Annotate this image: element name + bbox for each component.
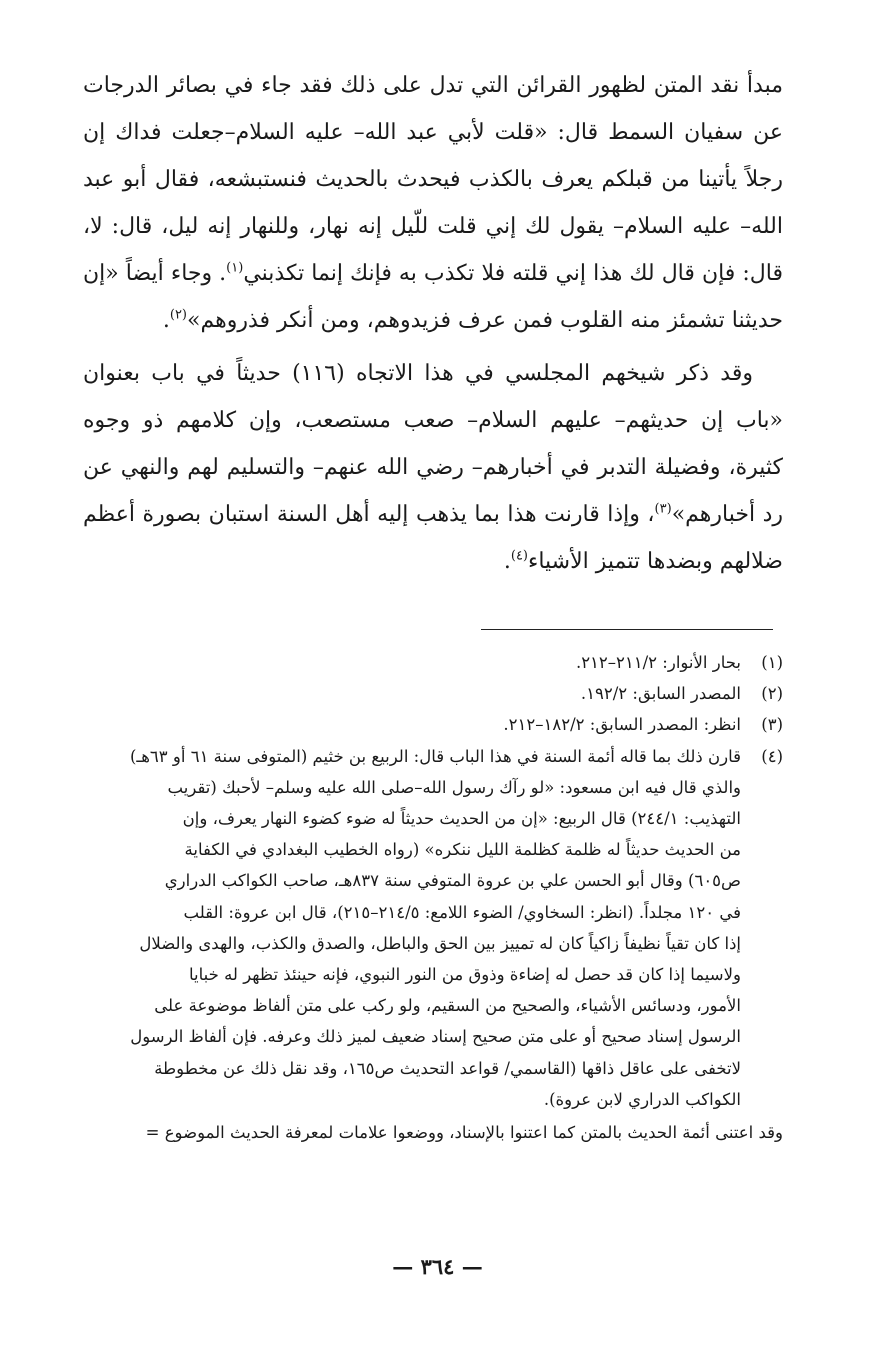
footnote-ref: (٢)	[169, 307, 187, 323]
footnote-line: في ١٢٠ مجلداً. (انظر: السخاوي/ الضوء اللامع: ٢١٤/٥–٢١٥)، قال ابن عروة: القلب	[183, 902, 741, 922]
footnote-continuation	[85, 1117, 783, 1148]
footnote-line: لاتخفى على عاقل ذاقها (القاسمي/ قواعد التحديث ص١٦٥، وقد نقل ذلك عن مخطوطة	[154, 1058, 741, 1078]
paragraph-text: وقد ذكر شيخهم المجلسي في هذا الاتجاه (١١٦) حديثاً في باب بعنوان «باب إن حديثهم– عليهم السلام– صعب مستصعب، وإن كلامهم ذو وجوه كثيرة، وفضيلة التدبر في أخبارهم– رضي الله عنهم– والتسليم لهم والنهي عن رد أخبارهم»	[83, 361, 784, 527]
footnote-line: ص٦٠٥) وقال أبو الحسن علي بن عروة المتوفي سنة ٨٣٧هـ، صاحب الكواكب الدراري	[164, 871, 741, 891]
footnotes	[85, 647, 783, 1148]
footnote-line: ولاسيما إذا كان قد حصل له إضاءة وذوق من النور النبوي، فإنه حينئذ تظهر له خبايا	[189, 965, 741, 985]
footnote-line: الرسول إسناد صحيح أو على متن صحيح إسناد ضعيف لميز ذلك وعرفه. فإن ألفاظ الرسول	[130, 1027, 741, 1047]
paragraph-text: .	[162, 308, 170, 333]
footnote	[85, 709, 783, 740]
footnote-number: (٣)	[761, 715, 783, 735]
paragraph-text: .	[503, 549, 511, 574]
footnote-line: التهذيب: ٢٤٤/١) قال الربيع: «إن من الحديث حديثاً له ضوء كضوء النهار يعرف، وإن	[182, 809, 741, 829]
footnote	[85, 647, 783, 678]
paragraph-text: ، وإذا قارنت هذا بما يذهب إليه أهل السنة استبان بصورة أعظم ضلالهم وبضدها تتميز الأشياء	[83, 502, 783, 574]
paragraph	[83, 62, 783, 344]
footnote-ref: (٤)	[510, 548, 528, 564]
footnote-line: والذي قال فيه ابن مسعود: «لو رآك رسول الله–صلى الله عليه وسلم– لأحبك (تقريب	[167, 777, 741, 797]
paragraph-text: مبدأ نقد المتن لظهور القرائن التي تدل على ذلك فقد جاء في بصائر الدرجات عن سفيان السمط قال: «قلت لأبي عبد الله– عليه السلام–جعلت فداك إن رجلاً يأتينا من قبلكم يعرف بالكذب فيحدث بالحديث فنستبشعه، فقال أبو عبد الله– عليه السلام– يقول لك إني قلت للّيل إنه نهار، وللنهار إنه ليل، قال: لا، قال: فإن قال لك هذا إني قلته فلا تكذب به فإنك إنما تكذبني	[83, 73, 783, 286]
footnote-line: من الحديث حديثاً له ظلمة كظلمة الليل ننكره» (رواه الخطيب البغدادي في الكفاية	[184, 840, 741, 860]
footnote-text	[85, 741, 741, 1115]
paragraph-text: . وجاء أيضاً «إن حديثنا تشمئز منه القلوب فمن عرف فزيدوهم، ومن أنكر فذروهم»	[83, 261, 783, 333]
footnote-line: الأمور، ودسائس الأشياء، والصحيح من السقيم، ولو ركب على متن ألفاظ موضوعة على	[154, 996, 741, 1016]
footnote-number: (٤)	[761, 746, 783, 766]
footnote-number: (١)	[761, 653, 783, 672]
footnote-text: المصدر السابق: ١٩٢/٢.	[580, 684, 741, 704]
footnote	[85, 678, 783, 709]
footnote-text: بحار الأنوار: ٢١١/٢–٢١٢.	[575, 653, 741, 672]
footnote	[85, 741, 783, 1115]
page-number: — ٣٦٤ —	[392, 1254, 483, 1279]
footnote-line: وقد اعتنى أئمة الحديث بالمتن كما اعتنوا بالإسناد، ووضعوا علامات لمعرفة الحديث الموضوع =	[145, 1123, 783, 1143]
footnote-separator	[481, 629, 773, 630]
footnote-text: انظر: المصدر السابق: ١٨٢/٢–٢١٢.	[503, 715, 741, 735]
footnote-line: إذا كان تقياً نظيفاً زاكياً كان له تمييز بين الحق والباطل، والصدق والكذب، والهدى والضلال	[139, 933, 741, 953]
footnote-ref: (٣)	[654, 501, 672, 517]
footnote-ref: (١)	[226, 260, 244, 276]
paragraph	[83, 350, 783, 585]
footnote-line: الكواكب الدراري لابن عروة).	[543, 1089, 741, 1109]
body-text	[83, 62, 783, 585]
footnote-number: (٢)	[761, 684, 783, 704]
footnote-line: قارن ذلك بما قاله أئمة السنة في هذا الباب قال: الربيع بن خثيم (المتوفى سنة ٦١ أو ٦٣هـ)	[129, 746, 741, 766]
